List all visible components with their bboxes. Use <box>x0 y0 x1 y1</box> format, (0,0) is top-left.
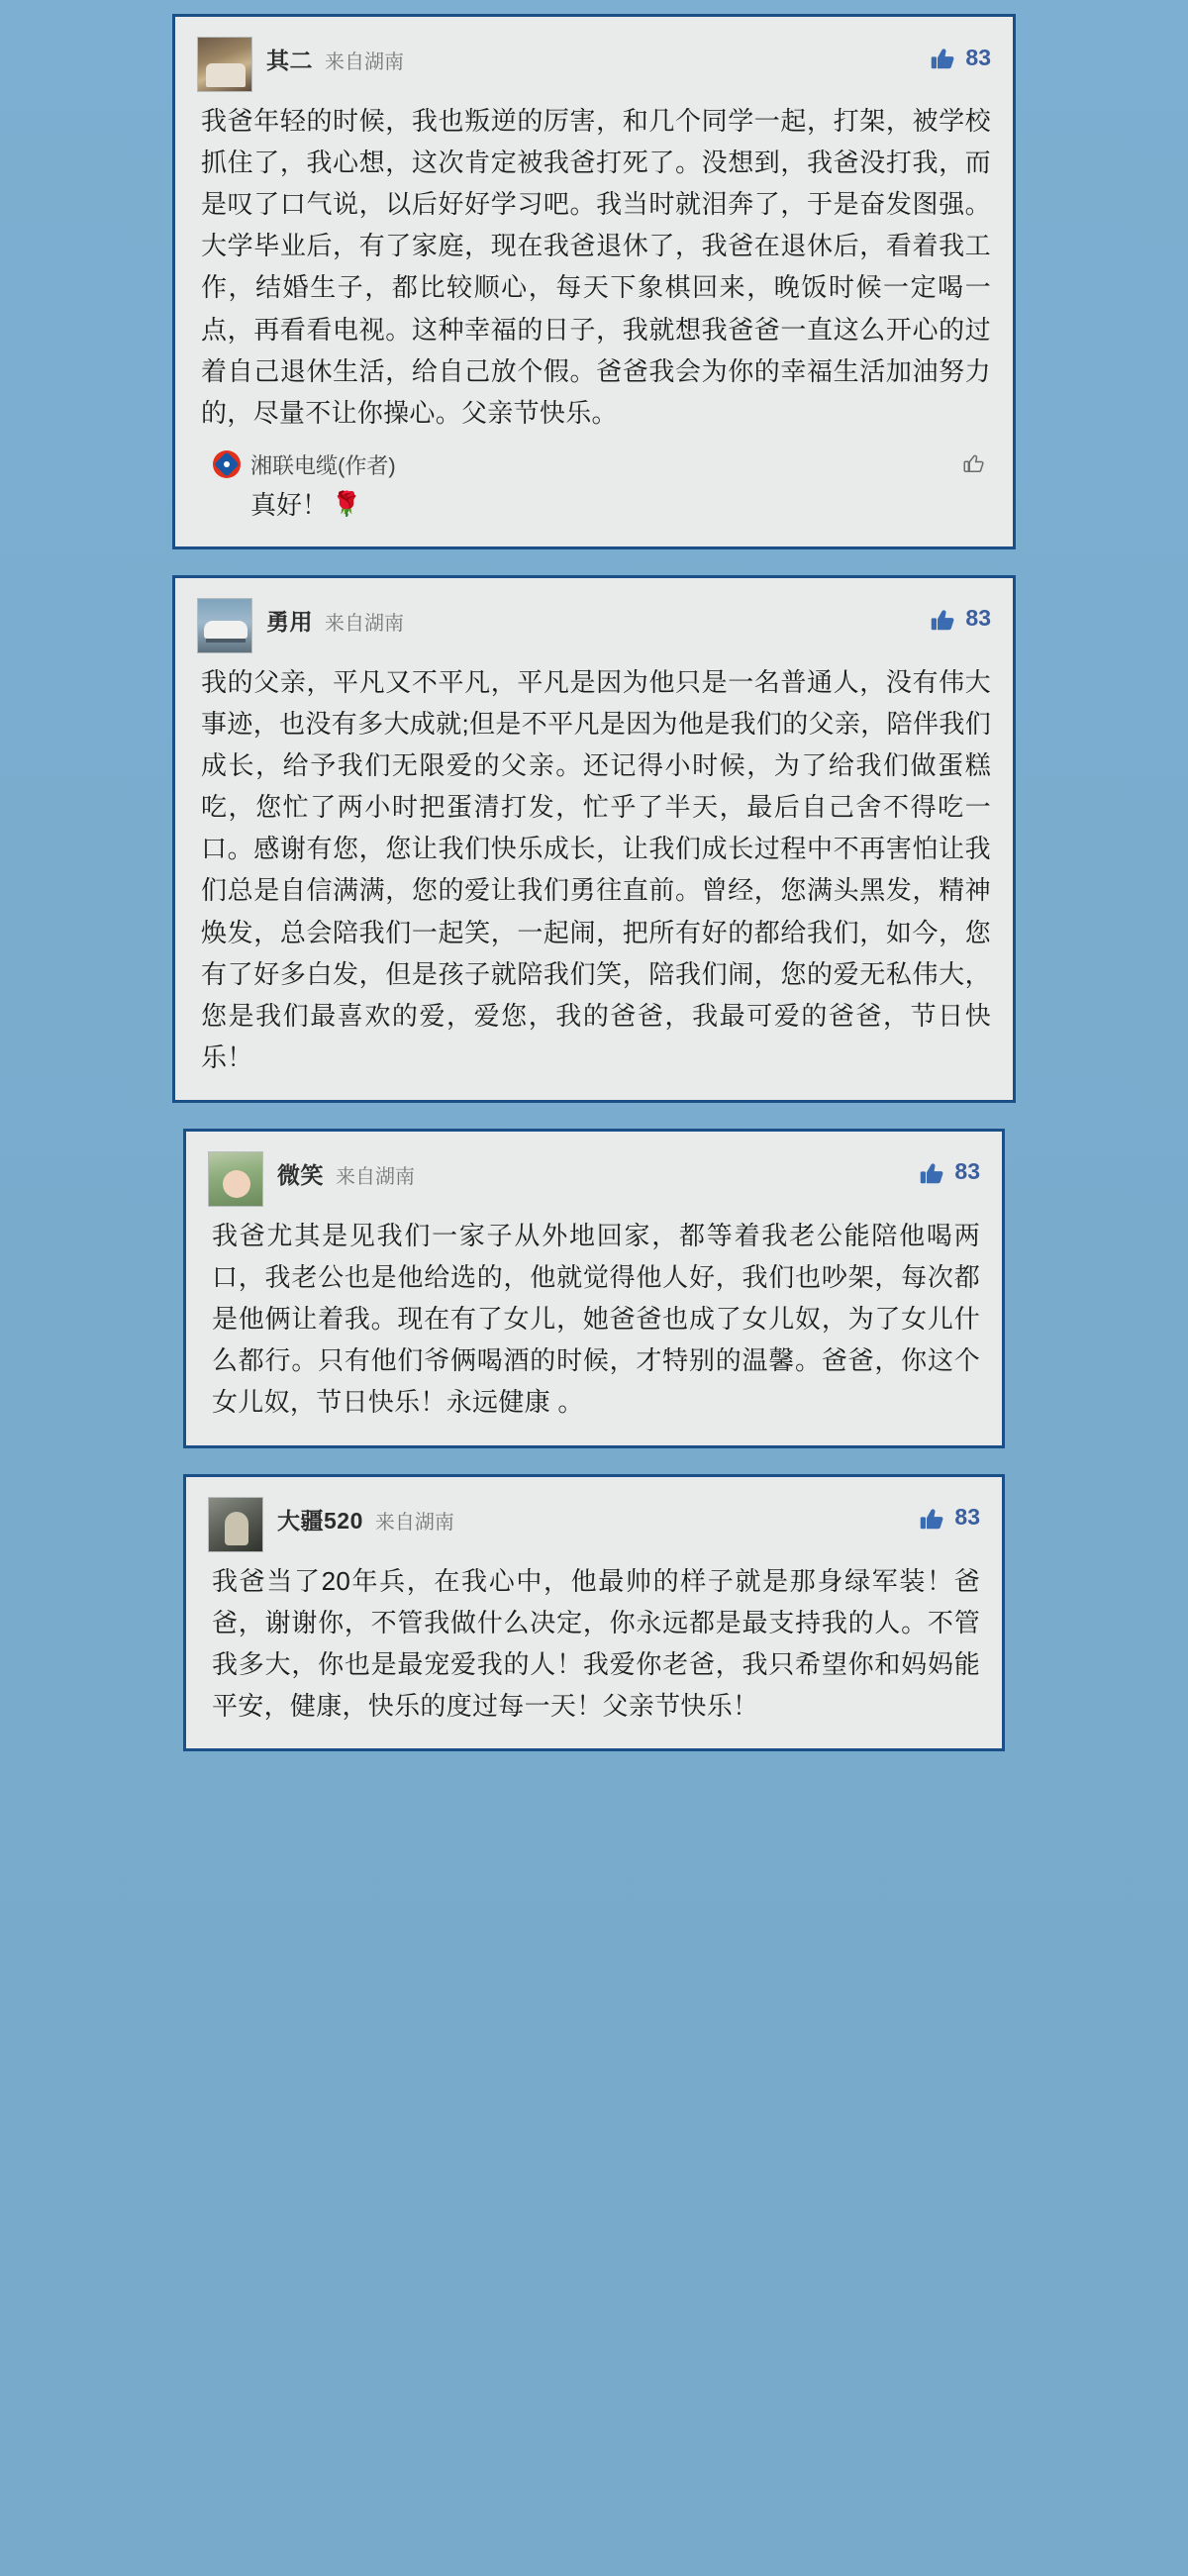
comment-card[interactable] <box>183 1129 1005 1448</box>
comment-user-info <box>277 1497 454 1536</box>
like-button[interactable] <box>928 43 991 72</box>
thumbs-up-icon[interactable] <box>928 604 957 634</box>
like-count: 83 <box>965 605 991 632</box>
author-reply-name[interactable]: 湘联电缆(作者) <box>250 452 396 478</box>
comment-header <box>208 1497 980 1552</box>
comment-header <box>208 1151 980 1207</box>
comment-text: 我爸当了20年兵，在我心中，他最帅的样子就是那身绿军装！爸爸，谢谢你，不管我做什么决定，你永远都是最支持我的人。不管我多大，你也是最宠爱我的人！我爱你老爸，我只希望你和妈妈能平安，健康，快乐的度过每一天！父亲节快乐！ <box>212 1565 980 1721</box>
comment-user-info <box>266 37 404 75</box>
author-reply-header <box>213 449 991 480</box>
brand-logo-icon <box>213 450 241 478</box>
like-button[interactable] <box>917 1503 980 1533</box>
comment-location: 来自湖南 <box>374 1511 454 1534</box>
avatar[interactable] <box>197 598 252 653</box>
comment-header <box>197 598 991 653</box>
comment-user-info <box>277 1151 415 1190</box>
comment-text: 我爸年轻的时候，我也叛逆的厉害，和几个同学一起，打架，被学校抓住了，我心想，这次肯定被我爸打死了。没想到，我爸没打我，而是叹了口气说，以后好好学习吧。我当时就泪奔了，于是奋发图强。大学毕业后，有了家庭，现在我爸退休了，我爸在退休后，看着我工作，结婚生子，都比较顺心，每天下象棋回来，晚饭时候一定喝一点，再看看电视。这种幸福的日子，我就想我爸爸一直这么开心的过着自己退休生活，给自己放个假。爸爸我会为你的幸福生活加油努力的，尽量不让你操心。父亲节快乐。 <box>201 106 991 428</box>
comment-user-info <box>266 598 404 637</box>
avatar[interactable] <box>197 37 252 92</box>
thumbs-up-icon[interactable] <box>917 1157 946 1187</box>
comment-nickname[interactable]: 大疆520 <box>277 1507 363 1534</box>
like-button[interactable] <box>917 1157 980 1187</box>
like-count: 83 <box>954 1158 980 1185</box>
comment-card[interactable] <box>172 14 1016 549</box>
comment-text: 我爸尤其是见我们一家子从外地回家，都等着我老公能陪他喝两口，我老公也是他给选的，他就觉得他人好，我们也吵架，每次都是他俩让着我。现在有了女儿，她爸爸也成了女儿奴，为了女儿什么都行。只有他们爷俩喝酒的时候，才特别的温馨。爸爸，你这个女儿奴，节日快乐！永远健康 。 <box>212 1220 980 1418</box>
comment-nickname[interactable]: 微笑 <box>277 1161 324 1188</box>
like-count: 83 <box>954 1504 980 1531</box>
like-count: 83 <box>965 44 991 70</box>
thumbs-up-icon[interactable] <box>928 43 957 72</box>
avatar[interactable] <box>208 1151 263 1207</box>
thumbs-up-icon[interactable] <box>917 1503 946 1533</box>
comment-location: 来自湖南 <box>336 1165 415 1188</box>
like-button[interactable] <box>928 604 991 634</box>
comment-nickname[interactable]: 勇用 <box>266 608 313 635</box>
thumbs-up-outline-icon[interactable] <box>961 449 987 480</box>
comment-text: 我的父亲，平凡又不平凡，平凡是因为他只是一名普通人，没有伟大事迹，也没有多大成就;但是不平凡是因为他是我们的父亲，陪伴我们成长，给予我们无限爱的父亲。还记得小时候，为了给我们做蛋糕吃，您忙了两小时把蛋清打发，忙乎了半天，最后自己舍不得吃一口。感谢有您，您让我们快乐成长，让我们成长过程中不再害怕让我们总是自信满满，您的爱让我们勇往直前。曾经，您满头黑发，精神焕发，总会陪我们一起笑，一起闹，把所有好的都给我们，如今，您有了好多白发，但是孩子就陪我们笑，陪我们闹，您的爱无私伟大，您是我们最喜欢的爱，爱您，我的爸爸，我最可爱的爸爸，节日快乐！ <box>201 666 991 1072</box>
comment-header <box>197 37 991 92</box>
author-reply-text-row <box>213 486 991 525</box>
comment-location: 来自湖南 <box>325 612 404 635</box>
rose-emoji-icon: 🌹 <box>332 491 361 519</box>
comment-nickname[interactable]: 其二 <box>266 48 313 73</box>
avatar[interactable] <box>208 1497 263 1552</box>
comment-location: 来自湖南 <box>325 51 404 73</box>
author-reply-text: 真好！ <box>250 489 329 520</box>
comment-card[interactable] <box>183 1474 1005 1751</box>
comment-card[interactable] <box>172 575 1016 1103</box>
author-reply <box>197 449 991 525</box>
